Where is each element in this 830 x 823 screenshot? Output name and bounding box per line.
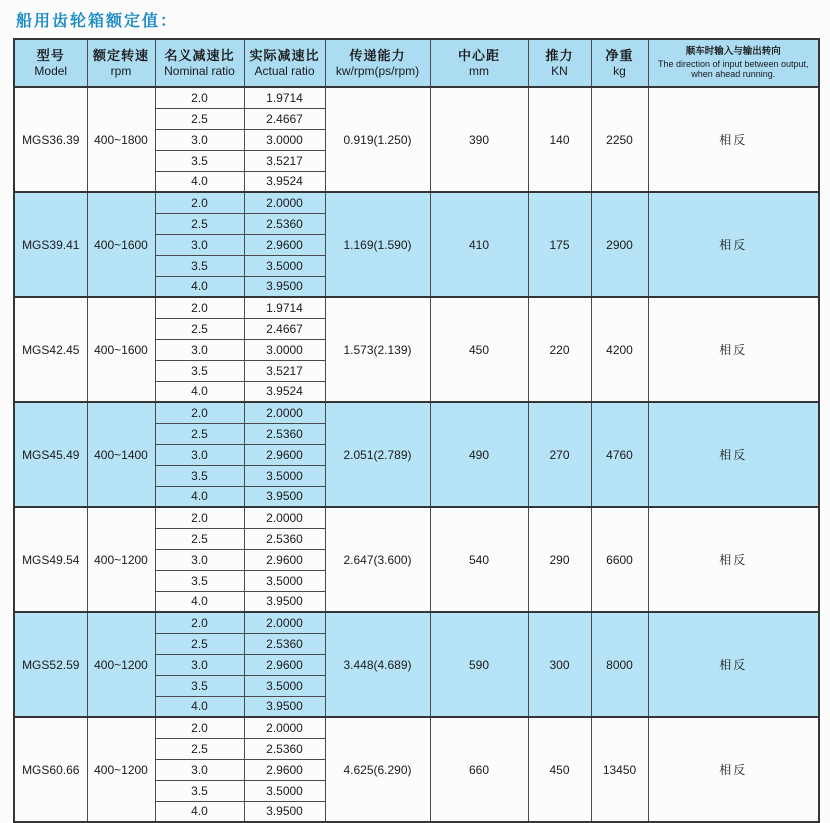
col-header-direction [648, 39, 819, 87]
actual-ratio-cell: 3.5000 [244, 675, 325, 696]
rated-speed-cell: 400~1200 [87, 507, 155, 612]
actual-ratio-cell: 1.9714 [244, 297, 325, 318]
direction-cell: 相反 [648, 717, 819, 822]
page-title: 船用齿轮箱额定值： [16, 13, 179, 30]
nominal-ratio-cell: 2.5 [155, 213, 244, 234]
nominal-ratio-cell: 4.0 [155, 801, 244, 822]
col-header-actual-ratio [244, 39, 325, 87]
model-cell: MGS42.45 [14, 297, 87, 402]
actual-ratio-cell: 3.9500 [244, 276, 325, 297]
center-distance-cell: 450 [430, 297, 528, 402]
nominal-ratio-cell: 3.0 [155, 549, 244, 570]
col-header-net-weight [591, 39, 648, 87]
col-header-capacity [325, 39, 430, 87]
direction-cell: 相反 [648, 612, 819, 717]
col-header-thrust-zh: 推力 [545, 47, 574, 63]
nominal-ratio-cell: 4.0 [155, 591, 244, 612]
actual-ratio-cell: 3.5000 [244, 570, 325, 591]
model-cell: MGS60.66 [14, 717, 87, 822]
rated-speed-cell: 400~1600 [87, 297, 155, 402]
col-header-model [14, 39, 87, 87]
capacity-cell: 2.051(2.789) [325, 402, 430, 507]
actual-ratio-cell: 1.9714 [244, 87, 325, 108]
actual-ratio-cell: 3.9524 [244, 171, 325, 192]
capacity-cell: 1.169(1.590) [325, 192, 430, 297]
rated-speed-cell: 400~1200 [87, 612, 155, 717]
col-header-net-weight-en: kg [613, 64, 626, 79]
actual-ratio-cell: 2.5360 [244, 738, 325, 759]
actual-ratio-cell: 2.0000 [244, 507, 325, 528]
nominal-ratio-cell: 3.5 [155, 780, 244, 801]
direction-cell: 相反 [648, 297, 819, 402]
actual-ratio-cell: 3.5000 [244, 255, 325, 276]
net-weight-cell: 4200 [591, 297, 648, 402]
col-header-net-weight-zh: 净重 [605, 47, 634, 63]
actual-ratio-cell: 3.0000 [244, 339, 325, 360]
direction-cell: 相反 [648, 402, 819, 507]
actual-ratio-cell: 2.5360 [244, 423, 325, 444]
col-header-capacity-en: kw/rpm(ps/rpm) [335, 64, 420, 79]
direction-cell: 相反 [648, 507, 819, 612]
nominal-ratio-cell: 3.5 [155, 675, 244, 696]
table-body [14, 87, 819, 822]
actual-ratio-cell: 2.9600 [244, 444, 325, 465]
center-distance-cell: 590 [430, 612, 528, 717]
actual-ratio-cell: 2.4667 [244, 108, 325, 129]
nominal-ratio-cell: 4.0 [155, 171, 244, 192]
col-header-capacity-zh: 传递能力 [349, 47, 406, 63]
rated-speed-cell: 400~1600 [87, 192, 155, 297]
gearbox-spec-table [13, 38, 820, 823]
nominal-ratio-cell: 2.5 [155, 423, 244, 444]
nominal-ratio-cell: 2.0 [155, 717, 244, 738]
spec-row [14, 717, 819, 738]
nominal-ratio-cell: 3.0 [155, 129, 244, 150]
nominal-ratio-cell: 2.5 [155, 528, 244, 549]
nominal-ratio-cell: 4.0 [155, 486, 244, 507]
capacity-cell: 2.647(3.600) [325, 507, 430, 612]
col-header-nominal-ratio-zh: 名义减速比 [164, 47, 235, 63]
nominal-ratio-cell: 2.0 [155, 402, 244, 423]
col-header-center-distance-en: mm [469, 64, 489, 79]
actual-ratio-cell: 2.9600 [244, 759, 325, 780]
thrust-cell: 300 [528, 612, 591, 717]
nominal-ratio-cell: 2.5 [155, 318, 244, 339]
spec-row [14, 297, 819, 318]
actual-ratio-cell: 3.9500 [244, 591, 325, 612]
model-cell: MGS52.59 [14, 612, 87, 717]
actual-ratio-cell: 3.9500 [244, 801, 325, 822]
actual-ratio-cell: 2.9600 [244, 234, 325, 255]
nominal-ratio-cell: 3.5 [155, 570, 244, 591]
direction-cell: 相反 [648, 87, 819, 192]
capacity-cell: 1.573(2.139) [325, 297, 430, 402]
nominal-ratio-cell: 4.0 [155, 696, 244, 717]
center-distance-cell: 660 [430, 717, 528, 822]
spec-row [14, 402, 819, 423]
nominal-ratio-cell: 2.0 [155, 612, 244, 633]
spec-row [14, 87, 819, 108]
rated-speed-cell: 400~1800 [87, 87, 155, 192]
center-distance-cell: 410 [430, 192, 528, 297]
actual-ratio-cell: 2.4667 [244, 318, 325, 339]
actual-ratio-cell: 2.5360 [244, 633, 325, 654]
col-header-actual-ratio-en: Actual ratio [254, 64, 315, 79]
center-distance-cell: 390 [430, 87, 528, 192]
actual-ratio-cell: 3.5000 [244, 780, 325, 801]
actual-ratio-cell: 3.5217 [244, 360, 325, 381]
actual-ratio-cell: 3.9524 [244, 381, 325, 402]
nominal-ratio-cell: 4.0 [155, 381, 244, 402]
nominal-ratio-cell: 2.0 [155, 87, 244, 108]
col-header-rated-speed [87, 39, 155, 87]
nominal-ratio-cell: 2.0 [155, 507, 244, 528]
thrust-cell: 290 [528, 507, 591, 612]
capacity-cell: 3.448(4.689) [325, 612, 430, 717]
net-weight-cell: 6600 [591, 507, 648, 612]
nominal-ratio-cell: 2.0 [155, 192, 244, 213]
net-weight-cell: 2250 [591, 87, 648, 192]
nominal-ratio-cell: 3.5 [155, 150, 244, 171]
spec-row [14, 192, 819, 213]
actual-ratio-cell: 2.9600 [244, 549, 325, 570]
net-weight-cell: 2900 [591, 192, 648, 297]
actual-ratio-cell: 3.0000 [244, 129, 325, 150]
col-header-nominal-ratio-en: Nominal ratio [164, 64, 235, 79]
nominal-ratio-cell: 3.0 [155, 234, 244, 255]
col-header-direction-en: The direction of input between output, when ahead running. [657, 58, 809, 80]
thrust-cell: 175 [528, 192, 591, 297]
capacity-cell: 0.919(1.250) [325, 87, 430, 192]
model-cell: MGS39.41 [14, 192, 87, 297]
actual-ratio-cell: 2.5360 [244, 213, 325, 234]
col-header-rated-speed-zh: 额定转速 [92, 47, 149, 63]
nominal-ratio-cell: 3.0 [155, 759, 244, 780]
spec-row [14, 612, 819, 633]
col-header-direction-zh: 顺车时输入与输出转向 [685, 46, 781, 57]
rated-speed-cell: 400~1200 [87, 717, 155, 822]
nominal-ratio-cell: 3.5 [155, 465, 244, 486]
nominal-ratio-cell: 2.5 [155, 108, 244, 129]
model-cell: MGS45.49 [14, 402, 87, 507]
net-weight-cell: 8000 [591, 612, 648, 717]
center-distance-cell: 540 [430, 507, 528, 612]
nominal-ratio-cell: 3.0 [155, 339, 244, 360]
actual-ratio-cell: 2.0000 [244, 717, 325, 738]
header-row [14, 39, 819, 87]
actual-ratio-cell: 3.9500 [244, 696, 325, 717]
direction-cell: 相反 [648, 192, 819, 297]
model-cell: MGS49.54 [14, 507, 87, 612]
net-weight-cell: 4760 [591, 402, 648, 507]
actual-ratio-cell: 2.5360 [244, 528, 325, 549]
nominal-ratio-cell: 3.5 [155, 360, 244, 381]
col-header-thrust-en: KN [551, 64, 568, 79]
col-header-center-distance-zh: 中心距 [457, 47, 500, 63]
col-header-actual-ratio-zh: 实际减速比 [249, 47, 320, 63]
actual-ratio-cell: 2.0000 [244, 612, 325, 633]
actual-ratio-cell: 2.9600 [244, 654, 325, 675]
net-weight-cell: 13450 [591, 717, 648, 822]
thrust-cell: 220 [528, 297, 591, 402]
actual-ratio-cell: 3.5217 [244, 150, 325, 171]
thrust-cell: 270 [528, 402, 591, 507]
col-header-model-en: Model [34, 64, 68, 79]
col-header-nominal-ratio [155, 39, 244, 87]
model-cell: MGS36.39 [14, 87, 87, 192]
spec-row [14, 507, 819, 528]
nominal-ratio-cell: 2.0 [155, 297, 244, 318]
nominal-ratio-cell: 3.0 [155, 444, 244, 465]
nominal-ratio-cell: 2.5 [155, 738, 244, 759]
rated-speed-cell: 400~1400 [87, 402, 155, 507]
nominal-ratio-cell: 3.5 [155, 255, 244, 276]
col-header-center-distance [430, 39, 528, 87]
nominal-ratio-cell: 2.5 [155, 633, 244, 654]
nominal-ratio-cell: 3.0 [155, 654, 244, 675]
col-header-thrust [528, 39, 591, 87]
actual-ratio-cell: 3.9500 [244, 486, 325, 507]
col-header-model-zh: 型号 [36, 47, 65, 63]
nominal-ratio-cell: 4.0 [155, 276, 244, 297]
col-header-rated-speed-en: rpm [110, 64, 132, 79]
thrust-cell: 140 [528, 87, 591, 192]
capacity-cell: 4.625(6.290) [325, 717, 430, 822]
center-distance-cell: 490 [430, 402, 528, 507]
actual-ratio-cell: 2.0000 [244, 402, 325, 423]
thrust-cell: 450 [528, 717, 591, 822]
actual-ratio-cell: 3.5000 [244, 465, 325, 486]
actual-ratio-cell: 2.0000 [244, 192, 325, 213]
